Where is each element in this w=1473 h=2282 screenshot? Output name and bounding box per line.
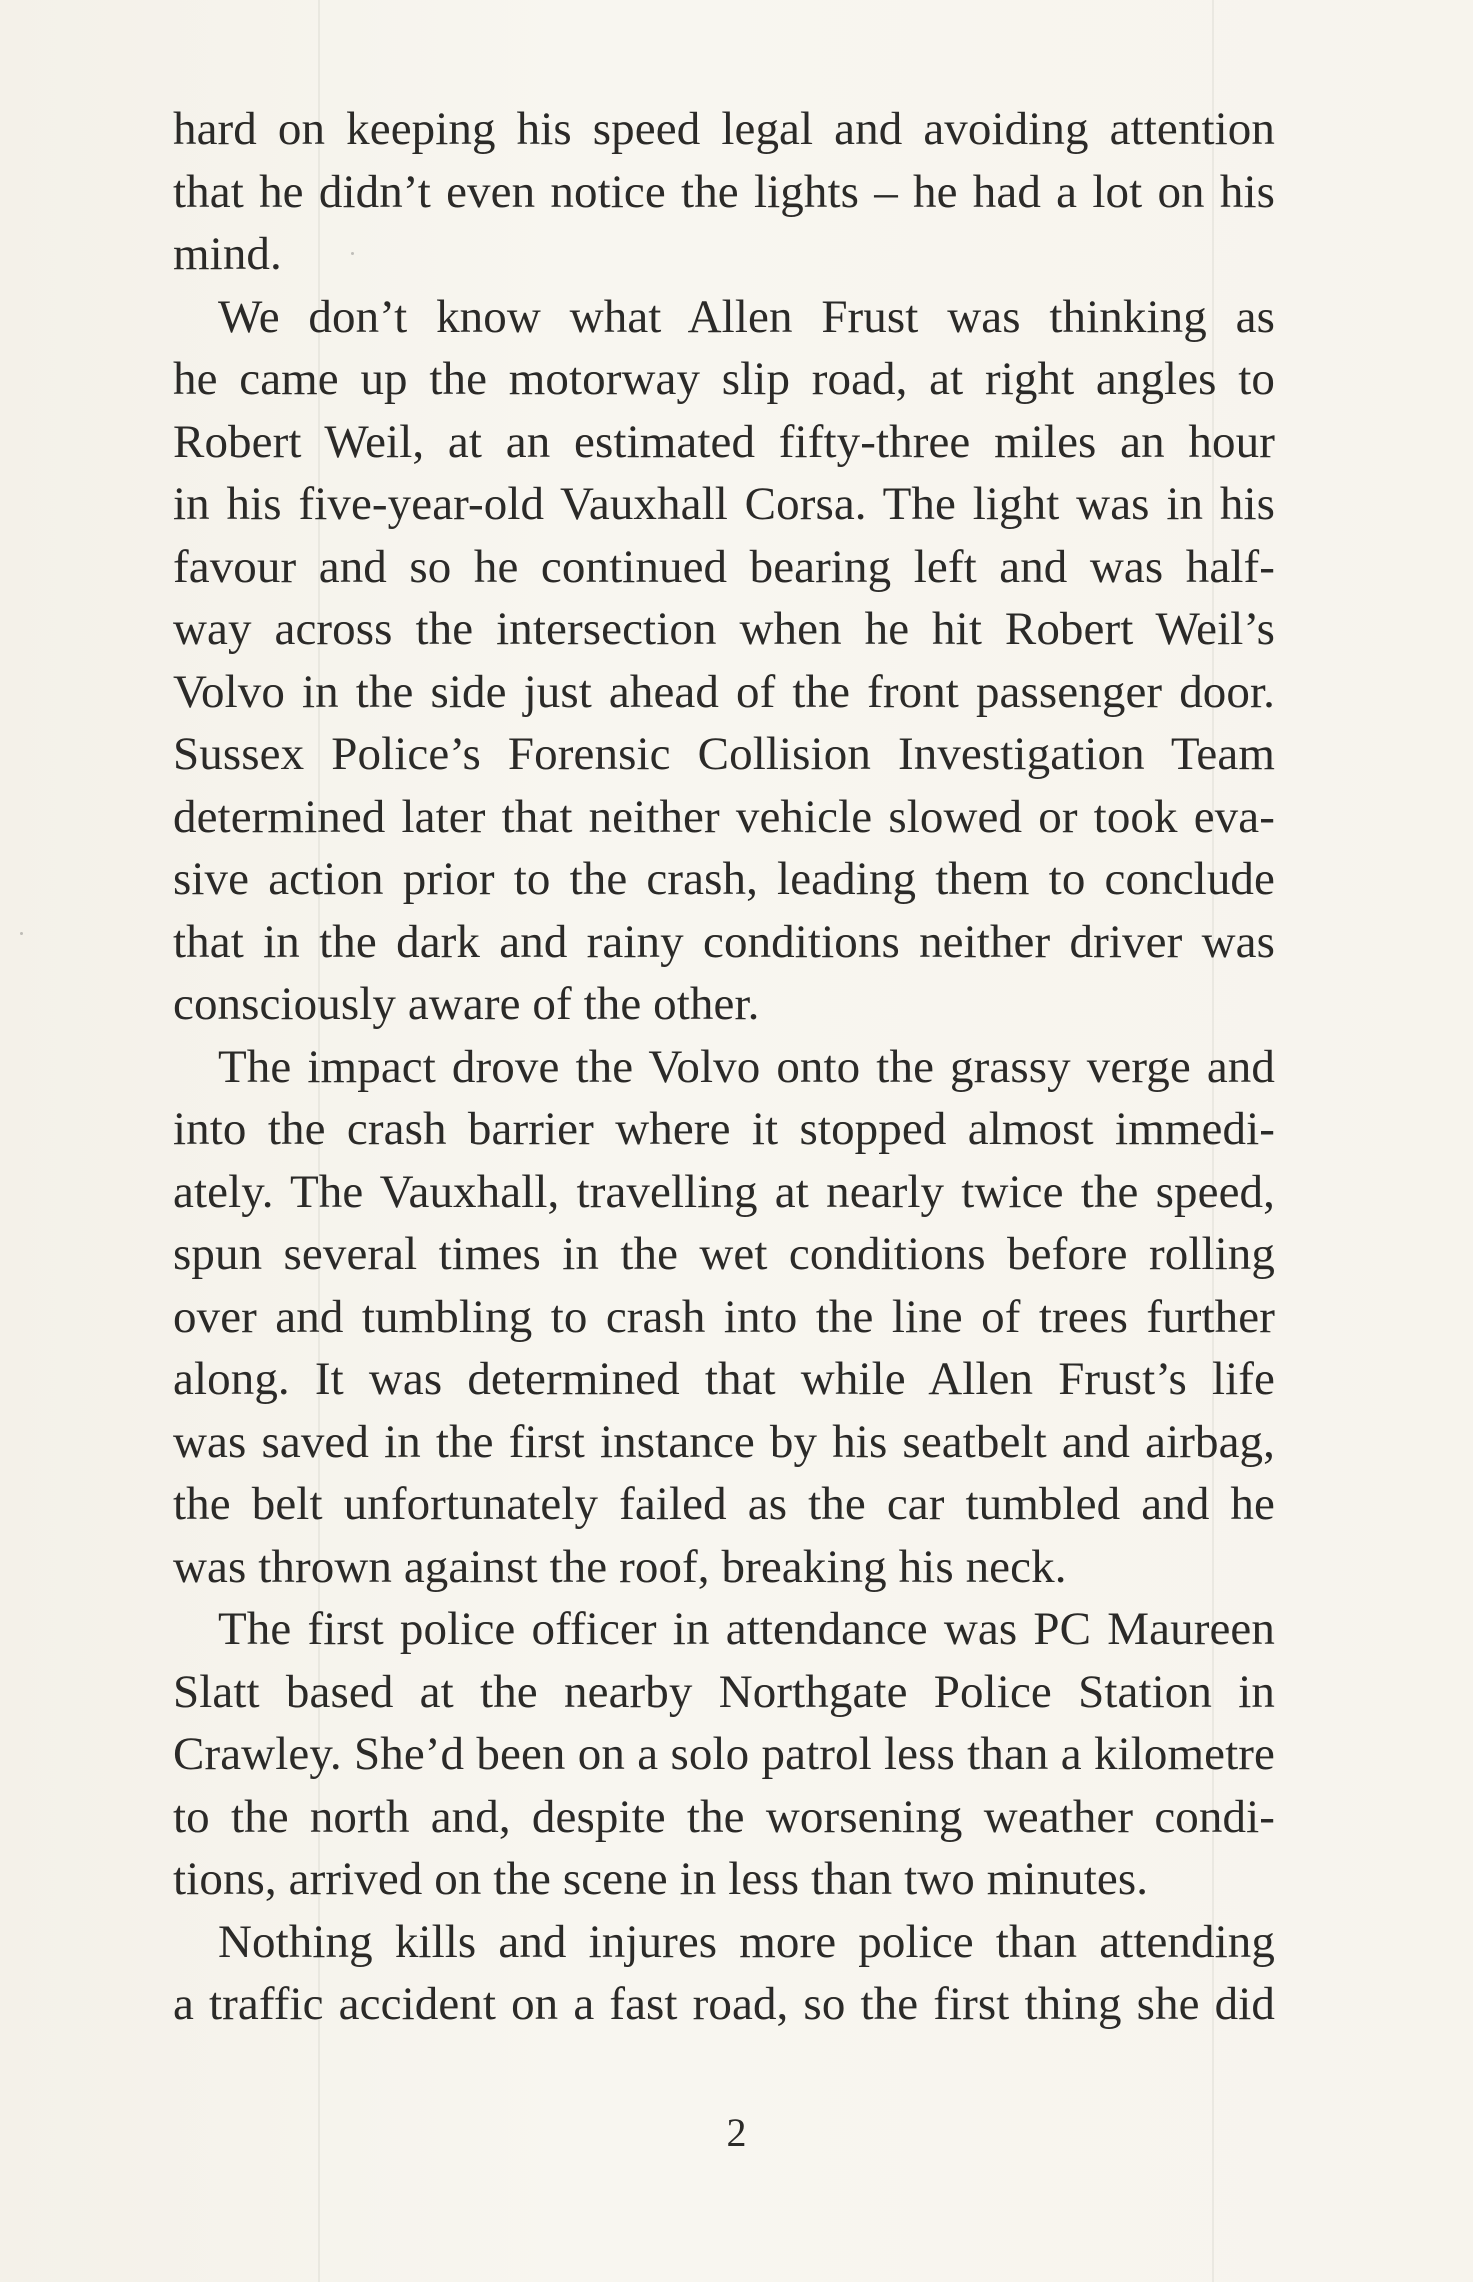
text-line: into the crash barrier where it stopped almost immedi- (173, 1103, 1275, 1155)
text-line: spun several times in the wet conditions before rolling (173, 1228, 1275, 1280)
text-line: that in the dark and rainy conditions neither driver was (173, 915, 1275, 968)
text-line: that he didn’t even notice the lights – he had a lot on his (173, 165, 1275, 218)
text-line: The first police officer in attendance was PC Maureen (218, 1603, 1275, 1655)
text-line: Robert Weil, at an estimated fifty-three miles an hour (173, 415, 1275, 468)
text-line: way across the intersection when he hit Robert Weil’s (173, 603, 1275, 655)
text-line: sive action prior to the crash, leading them to conclude (173, 853, 1275, 905)
text-line: to the north and, despite the worsening weather condi- (173, 1790, 1275, 1843)
text-line: Nothing kills and injures more police than attending (218, 1915, 1275, 1968)
text-line: ately. The Vauxhall, travelling at nearly twice the speed, (173, 1165, 1275, 1218)
text-line: was thrown against the roof, breaking his neck. (173, 1540, 1067, 1593)
text-line: We don’t know what Allen Frust was thinking as (218, 290, 1275, 343)
text-line: he came up the motorway slip road, at right angles to (173, 353, 1275, 405)
text-line: in his five-year-old Vauxhall Corsa. The light was in his (173, 478, 1275, 530)
text-line: favour and so he continued bearing left and was half- (173, 540, 1275, 593)
text-line: over and tumbling to crash into the line of trees further (173, 1290, 1275, 1343)
text-line: hard on keeping his speed legal and avoiding attention (173, 103, 1275, 155)
page-number: 2 (726, 2110, 747, 2155)
paper-speck (20, 932, 23, 935)
text-line: a traffic accident on a fast road, so the first thing she did (173, 1978, 1275, 2030)
text-line: Volvo in the side just ahead of the front passenger door. (173, 665, 1275, 718)
text-line: tions, arrived on the scene in less than two minutes. (173, 1853, 1149, 1905)
text-line: determined later that neither vehicle slowed or took eva- (173, 790, 1275, 843)
text-line: The impact drove the Volvo onto the grassy verge and (218, 1040, 1275, 1093)
text-line: Crawley. She’d been on a solo patrol less than a kilometre (173, 1728, 1275, 1780)
text-line: Sussex Police’s Forensic Collision Investigation Team (173, 728, 1275, 780)
body-text (173, 98, 1275, 2036)
text-line: consciously aware of the other. (173, 978, 760, 1030)
text-line: Slatt based at the nearby Northgate Police Station in (173, 1665, 1275, 1718)
text-line: the belt unfortunately failed as the car tumbled and he (173, 1478, 1275, 1530)
text-line: mind. (173, 228, 282, 280)
text-line: along. It was determined that while Allen Frust’s life (173, 1353, 1275, 1405)
text-line: was saved in the first instance by his seatbelt and airbag, (173, 1415, 1275, 1468)
